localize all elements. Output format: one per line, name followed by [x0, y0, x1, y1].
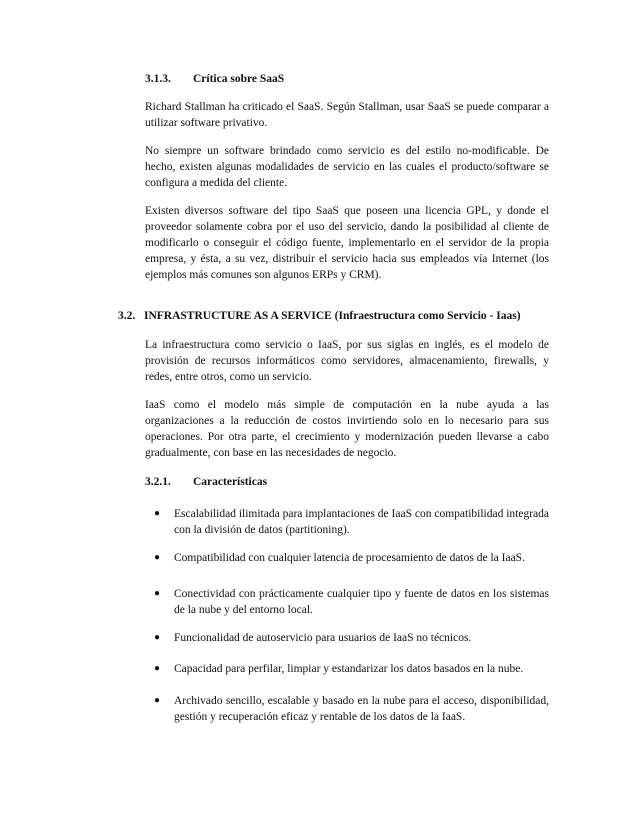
section-title: Crítica sobre SaaS: [193, 73, 285, 85]
bullet-icon: ●: [154, 588, 161, 599]
section-title: Características: [193, 476, 268, 488]
paragraph: Existen diversos software del tipo SaaS que poseen una licencia GPL, y donde el proveedor solamente cobra por el uso del servicio, dando la posibilidad al cliente de modificarlo o conseguir el código fuente, implementarlo en el servidor de la propia empresa, y ésta, a su vez, distribuir el servicio hacia sus empleados vía Internet (los ejemplos más comunes son algunos ERPs y CRM).: [145, 205, 549, 281]
section-heading-3-2-1: [145, 474, 267, 490]
list-item-text: Conectividad con prácticamente cualquier tipo y fuente de datos en los sistemas de la nube y del entorno local.: [174, 588, 549, 616]
section-heading-3-1-3: [145, 71, 284, 87]
list-item-text: Compatibilidad con cualquier latencia de procesamiento de datos de la IaaS.: [174, 552, 525, 564]
section-number: 3.1.3.: [145, 73, 171, 85]
section-heading-3-2: [118, 308, 521, 324]
paragraph: Richard Stallman ha criticado el SaaS. Según Stallman, usar SaaS se puede comparar a utilizar software privativo.: [145, 101, 549, 129]
bullet-icon: ●: [154, 695, 161, 706]
section-number: 3.2.1.: [145, 476, 171, 488]
bullet-icon: ●: [154, 663, 161, 674]
bullet-icon: ●: [154, 632, 161, 643]
paragraph: La infraestructura como servicio o IaaS, por sus siglas en inglés, es el modelo de provisión de recursos informáticos como servidores, almacenamiento, firewalls, y redes, entre otros, como un servicio.: [145, 339, 549, 383]
paragraph: IaaS como el modelo más simple de computación en la nube ayuda a las organizaciones a la reducción de costos invirtiendo solo en lo necesario para sus operaciones. Por otra parte, el crecimiento y modernización pueden llevarse a cabo gradualmente, con base en las necesidades de negocio.: [145, 399, 549, 459]
bullet-icon: ●: [154, 508, 161, 519]
paragraph: No siempre un software brindado como servicio es del estilo no-modificable. De hecho, existen algunas modalidades de servicio en las cuales el producto/software se configura a medida del cliente.: [145, 145, 549, 189]
list-item-text: Capacidad para perfilar, limpiar y estandarizar los datos basados en la nube.: [174, 663, 524, 675]
list-item-text: Escalabilidad ilimitada para implantaciones de IaaS con compatibilidad integrada con la división de datos (partitioning).: [174, 508, 549, 536]
list-item-text: Archivado sencillo, escalable y basado en la nube para el acceso, disponibilidad, gestión y recuperación eficaz y rentable de los datos de la IaaS.: [174, 695, 549, 723]
bullet-icon: ●: [154, 552, 161, 563]
section-title: INFRASTRUCTURE AS A SERVICE (Infraestructura como Servicio - Iaas): [144, 310, 521, 322]
list-item-text: Funcionalidad de autoservicio para usuarios de IaaS no técnicos.: [174, 632, 472, 644]
section-number: 3.2.: [118, 310, 136, 322]
